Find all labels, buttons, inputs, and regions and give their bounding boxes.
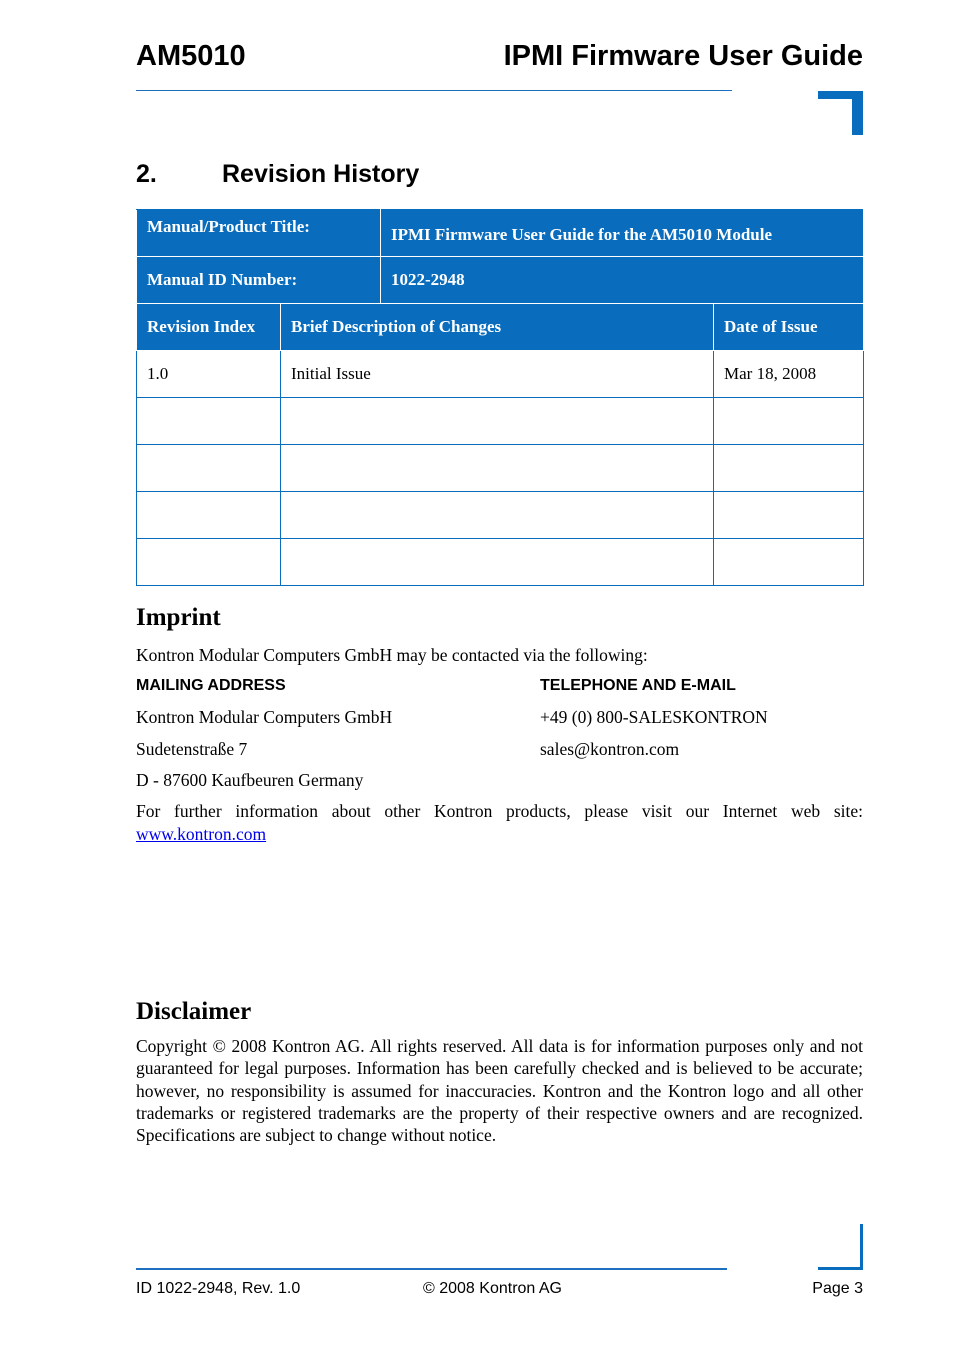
- description-cell: [281, 445, 714, 492]
- mailing-address-heading: MAILING ADDRESS: [136, 677, 286, 694]
- section-title: [136, 160, 419, 189]
- manual-id-value: 1022-2948: [381, 257, 864, 304]
- revision-index-cell: [137, 398, 281, 445]
- date-cell: Mar 18, 2008: [714, 351, 864, 398]
- mailing-line-company: Kontron Modular Computers GmbH: [136, 707, 393, 727]
- footer-page-number: Page 3: [812, 1280, 863, 1297]
- revision-index-cell: [137, 492, 281, 539]
- description-cell: [281, 492, 714, 539]
- revision-index-cell: 1.0: [137, 351, 281, 398]
- table-row: [137, 398, 864, 445]
- imprint-heading: Imprint: [136, 604, 221, 631]
- date-cell: [714, 539, 864, 586]
- disclaimer-text: Copyright © 2008 Kontron AG. All rights reserved. All data is for information purposes only and not guaranteed for legal purposes. Information has been carefully checked and is believed to be accurate; however, no responsibility is assumed for inaccuracies. Kontron and the Kontron logo and all other trademarks or registered trademarks are the property of their respective owners and are recognized. Specifications are subject to change without notice.: [136, 1036, 863, 1146]
- website-link[interactable]: www.kontron.com: [136, 824, 267, 844]
- further-info-text: For further information about other Kontron products, please visit our Internet web site:: [136, 801, 863, 821]
- table-row: [137, 492, 864, 539]
- description-cell: [281, 398, 714, 445]
- section-title-text: Revision History: [222, 160, 420, 188]
- mailing-line-city: D - 87600 Kaufbeuren Germany: [136, 770, 364, 790]
- date-cell: [714, 445, 864, 492]
- table-row: [137, 539, 864, 586]
- column-header-date: Date of Issue: [714, 304, 864, 351]
- corner-mark-bottom-vertical: [860, 1224, 863, 1270]
- telephone-heading: TELEPHONE AND E-MAIL: [540, 677, 736, 694]
- corner-mark-top-vertical: [852, 91, 863, 135]
- table-row: [137, 351, 864, 398]
- mailing-line-street: Sudetenstraße 7: [136, 739, 248, 759]
- table-row: [137, 445, 864, 492]
- corner-mark-bottom: [818, 1267, 863, 1270]
- revision-index-cell: [137, 445, 281, 492]
- manual-id-label: Manual ID Number:: [137, 257, 381, 304]
- column-header-description: Brief Description of Changes: [281, 304, 714, 351]
- revision-index-cell: [137, 539, 281, 586]
- manual-title-value: IPMI Firmware User Guide for the AM5010 Module: [381, 210, 864, 257]
- footer-divider: [136, 1268, 727, 1270]
- description-cell: Initial Issue: [281, 351, 714, 398]
- footer-doc-id: ID 1022-2948, Rev. 1.0: [136, 1280, 301, 1297]
- manual-id-row: [137, 257, 864, 304]
- description-cell: [281, 539, 714, 586]
- date-cell: [714, 398, 864, 445]
- date-cell: [714, 492, 864, 539]
- email-address: sales@kontron.com: [540, 739, 680, 759]
- manual-title-label: Manual/Product Title:: [137, 210, 381, 257]
- section-number: 2.: [136, 160, 157, 188]
- manual-title-row: [137, 210, 864, 257]
- imprint-intro: Kontron Modular Computers GmbH may be contacted via the following:: [136, 645, 648, 665]
- header-divider: [136, 90, 732, 91]
- column-header-row: [137, 304, 864, 351]
- revision-history-table: [136, 209, 864, 586]
- telephone-number: +49 (0) 800-SALESKONTRON: [540, 707, 768, 727]
- header-product: AM5010: [136, 40, 246, 72]
- header-guide-title: IPMI Firmware User Guide: [503, 40, 863, 72]
- disclaimer-heading: Disclaimer: [136, 998, 252, 1025]
- column-header-revision-index: Revision Index: [137, 304, 281, 351]
- footer-copyright: © 2008 Kontron AG: [423, 1280, 562, 1297]
